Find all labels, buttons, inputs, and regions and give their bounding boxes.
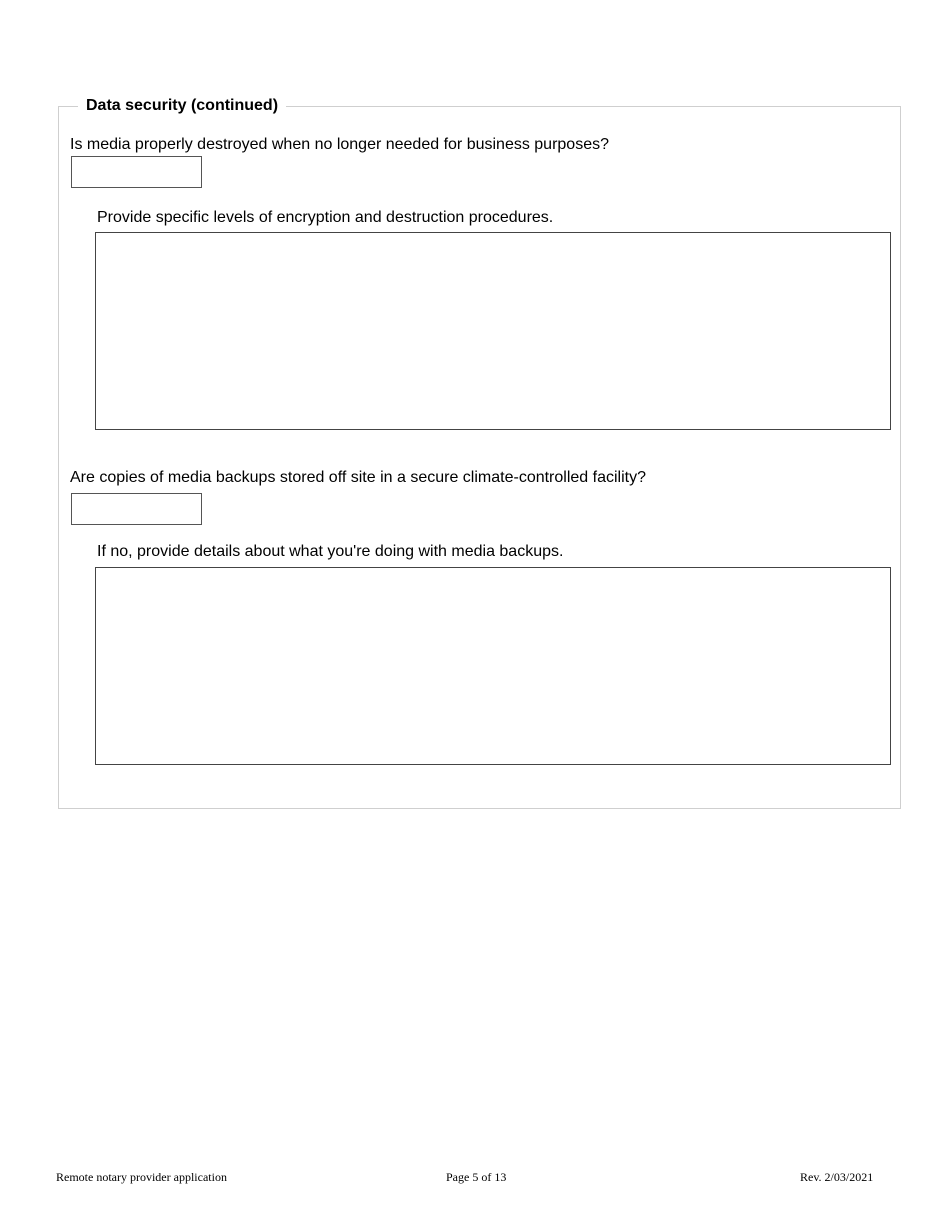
backup-details-textarea[interactable] [95,567,891,765]
backup-details-label: If no, provide details about what you're doing with media backups. [97,543,564,560]
question-media-destroyed: Is media properly destroyed when no longer needed for business purposes? [70,136,609,153]
footer-revision: Rev. 2/03/2021 [800,1170,874,1184]
question-offsite-backups: Are copies of media backups stored off site in a secure climate-controlled facility? [70,469,646,486]
encryption-procedures-textarea[interactable] [95,232,891,430]
section-title: Data security (continued) [78,96,286,116]
media-destroyed-answer-field[interactable] [71,156,202,188]
encryption-procedures-label: Provide specific levels of encryption and destruction procedures. [97,209,554,226]
footer-form-name: Remote notary provider application [56,1170,227,1184]
offsite-backups-answer-field[interactable] [71,493,202,525]
footer-page-number: Page 5 of 13 [446,1170,507,1184]
